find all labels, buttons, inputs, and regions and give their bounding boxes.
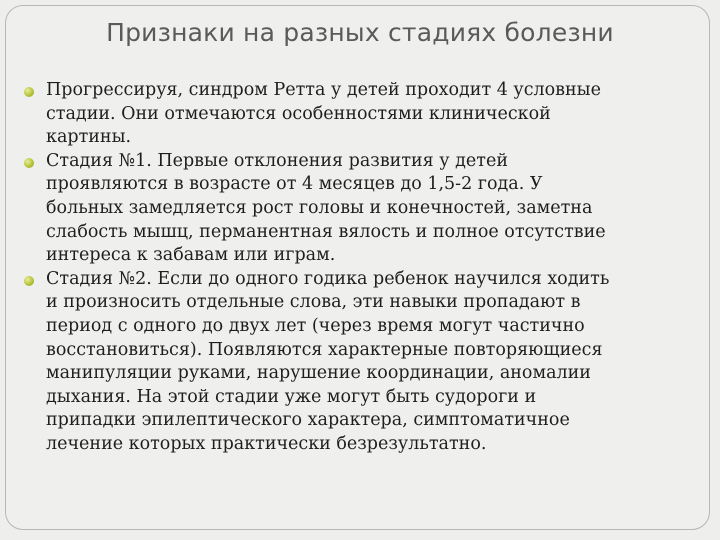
bullet-text-line: восстановиться). Появляются характерные повторяющиеся — [46, 339, 603, 360]
bullet-item — [24, 79, 704, 150]
round-bullet-icon — [24, 276, 34, 286]
bullet-text-line: и произносить отдельные слова, эти навыки пропадают в — [46, 292, 581, 313]
bullet-text-line: больных замедляется рост головы и конечностей, заметна — [46, 197, 593, 218]
bullet-text-line: манипуляции руками, нарушение координации, аномалии — [46, 363, 591, 384]
bullet-text-line: Прогрессируя, синдром Ретта у детей проходит 4 условные — [46, 80, 601, 100]
round-bullet-icon — [24, 87, 34, 97]
bullet-text-line: Стадия №2. Если до одного годика ребенок научился ходить — [46, 268, 610, 289]
bullet-text-line: припадки эпилептического характера, симптоматичное — [46, 410, 570, 431]
bullet-text-line: слабость мышц, перманентная вялость и полное отсутствие — [46, 221, 606, 242]
bullet-item — [24, 268, 704, 457]
round-bullet-icon — [24, 158, 34, 168]
bullet-text-line: лечение которых практически безрезультатно. — [46, 433, 487, 454]
bullet-text-line: стадии. Они отмечаются особенностями клинической — [46, 103, 551, 124]
bullet-text-line: Стадия №1. Первые отклонения развития у детей — [46, 150, 508, 171]
bullet-list — [24, 79, 704, 457]
bullet-text-line: проявляются в возрасте от 4 месяцев до 1,5-2 года. У — [46, 174, 543, 195]
bullet-text-line: интереса к забавам или играм. — [46, 245, 336, 266]
slide-title: Признаки на разных стадиях болезни — [106, 18, 614, 47]
bullet-text-line: период с одного до двух лет (через время могут частично — [46, 315, 585, 336]
bullet-text-line: дыхания. На этой стадии уже могут быть судороги и — [46, 386, 537, 407]
bullet-text-line: картины. — [46, 127, 132, 148]
bullet-item — [24, 150, 704, 268]
